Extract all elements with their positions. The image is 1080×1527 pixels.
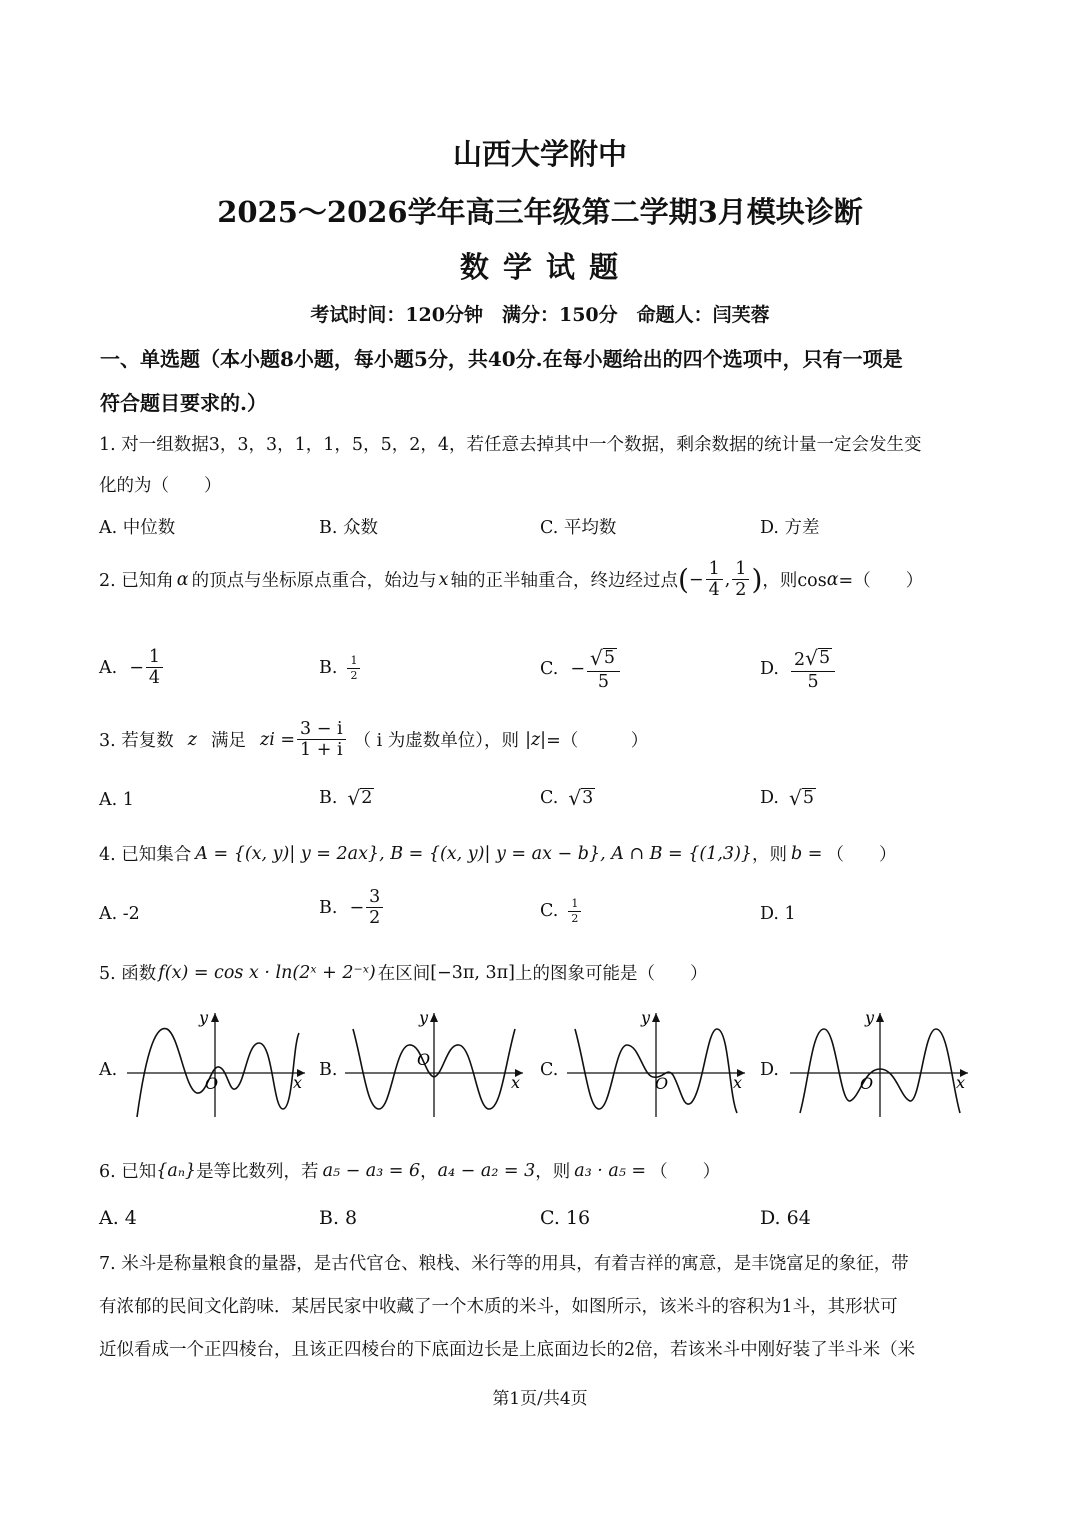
q3-b-sqrt: √ 2 [347, 786, 373, 811]
q4-post2: （ ） [826, 845, 897, 865]
subject-title: 数 学 试 题 [459, 250, 621, 284]
q7-stem-2: 有浓郁的民间文化韵味．某居民家中收藏了一个木质的米斗，如图所示，该米斗的容积为1斗，其形状可 [99, 1297, 898, 1317]
origin-label: O [205, 1074, 219, 1093]
q2-mid2: 轴的正半轴重合，终边经过点 [450, 571, 678, 592]
q2-stem [99, 560, 923, 600]
q4-c-frac [568, 898, 581, 924]
x-label: x [293, 1073, 303, 1092]
q3-d-label: D. [760, 788, 779, 809]
q2-c-num [587, 648, 620, 672]
q4-b: b = [791, 843, 823, 864]
q5-interval: [−3π, 3π] [430, 962, 515, 983]
q5-graph-a [127, 1005, 307, 1120]
q6-option-c: C. 16 [540, 1207, 591, 1229]
q3-d-rad: 5 [802, 788, 814, 808]
q3-option-b [319, 786, 374, 811]
y-axis-arrow [430, 1013, 438, 1022]
y-label: y [865, 1008, 875, 1027]
origin-label: O [417, 1050, 431, 1069]
q2-py-den: 2 [735, 580, 747, 601]
q2-alpha: α [176, 569, 189, 590]
q2-d-sqrt: √ 5 [805, 646, 831, 671]
q1-option-d: D. 方差 [760, 518, 820, 538]
q2-c-sqrt: √ 5 [590, 646, 615, 671]
q1-stem-cont: 化的为（ ） [99, 476, 222, 496]
q5-graph-b [345, 1005, 525, 1120]
q6-post2: （ ） [650, 1162, 721, 1182]
q5-pre: 5. 函数 [99, 964, 157, 984]
q2-d-den: 5 [807, 671, 819, 692]
q3-option-c [540, 786, 595, 811]
q1-stem: 1. 对一组数据3，3，3，1，1，5，5，2，4，若任意去掉其中一个数据，剩余数据的统计量一定会发生变 [99, 435, 922, 455]
q4-b-sign: − [349, 897, 365, 918]
q3-eq-den: 1 + i [300, 740, 343, 761]
y-label: y [641, 1008, 651, 1027]
q4-b-num: 3 [366, 888, 383, 908]
q4-c-label: C. [540, 901, 559, 922]
y-label: y [199, 1008, 209, 1027]
q4-option-a: A. -2 [99, 904, 140, 924]
q6-stem [99, 1158, 720, 1183]
q5-option-d-label: D. [760, 1060, 779, 1080]
q6-option-d: D. 64 [760, 1207, 811, 1229]
q3-eq-lhs: zi = [260, 729, 296, 750]
q2-post-tail: =（ ） [838, 571, 924, 592]
q2-mid: 的顶点与坐标原点重合，始边与 [191, 571, 437, 592]
q5-func: f(x) = cos x · ln(2ˣ + 2⁻ˣ) [158, 962, 376, 983]
q2-c-sign: − [570, 659, 586, 680]
q2-x: x [438, 569, 449, 590]
q3-d-sqrt: √ 5 [788, 786, 814, 811]
q3-stem [99, 720, 648, 760]
q2-post: ，则cos [762, 571, 827, 592]
q6-option-b: B. 8 [319, 1207, 358, 1229]
q4-c-den: 2 [571, 911, 579, 925]
q5-mid: 在区间 [377, 964, 431, 984]
q4-b-label: B. [319, 897, 338, 918]
q4-post: ，则 [752, 845, 788, 865]
q3-c-label: C. [540, 788, 559, 809]
q5-option-b-label: B. [319, 1060, 338, 1080]
q1-option-c: C. 平均数 [540, 518, 617, 538]
section-heading: 一、单选题（本小题8小题，每小题5分，共40分.在每小题给出的四个选项中，只有一项是 [100, 347, 903, 371]
q5-graph-d [790, 1005, 970, 1120]
q2-d-coef: 2 [793, 650, 806, 671]
exam-meta: 考试时间：120分钟 满分：150分 命题人：闫芙蓉 [310, 304, 770, 326]
q2-paren-close: ) [751, 563, 763, 597]
q3-pre: 3. 若复数 [99, 731, 174, 752]
q3-abs: |z| [525, 729, 547, 750]
q5-post: 上的图象可能是（ ） [514, 964, 708, 984]
q6-sep: ， [420, 1162, 438, 1182]
page-footer: 第1页/共4页 [492, 1389, 588, 1409]
q6-eq1: a₅ − a₃ = 6 [322, 1160, 421, 1181]
q7-stem-1: 7. 米斗是称量粮食的量器，是古代官仓、粮栈、米行等的用具，有着吉祥的寓意，是丰饶富足的象征，带 [99, 1254, 909, 1274]
q4-b-den: 2 [369, 908, 381, 929]
q2-a-frac [146, 648, 163, 688]
q2-post-alpha: α [826, 569, 839, 590]
q6-pre: 6. 已知 [99, 1162, 157, 1182]
q2-d-frac [791, 648, 835, 691]
q3-option-a: A. 1 [99, 790, 134, 810]
q4-option-b [319, 888, 385, 928]
q2-option-c [540, 648, 622, 691]
q4-sets: A = {(x, y)| y = 2ax}, B = {(x, y)| y = ax − b}, A ∩ B = {(1,3)} [195, 843, 753, 864]
q6-seq: {aₙ} [156, 1160, 197, 1181]
x-label: x [733, 1073, 743, 1092]
q2-comma: , [724, 569, 731, 590]
origin-label: O [655, 1074, 669, 1093]
q6-eq3: a₃ · a₅ = [574, 1160, 647, 1181]
q3-post: （ i 为虚数单位），则 [353, 731, 520, 752]
q2-a-den: 4 [148, 668, 161, 689]
q2-c-den: 5 [597, 671, 610, 692]
q3-post2: =（ ） [546, 731, 649, 752]
q2-pre: 2. 已知角 [99, 571, 174, 592]
q2-point-x [706, 560, 723, 600]
x-label: x [956, 1073, 966, 1092]
q2-option-b [319, 655, 362, 681]
exam-term: 2025～2026学年高三年级第二学期3月模块诊断 [217, 195, 863, 229]
q6-eq2: a₄ − a₂ = 3 [437, 1160, 536, 1181]
q2-d-label: D. [760, 659, 779, 680]
q6-option-a: A. 4 [99, 1207, 137, 1229]
q3-c-sqrt: √ 3 [568, 786, 594, 811]
q2-px-den: 4 [708, 580, 720, 601]
q3-b-label: B. [319, 788, 338, 809]
section-heading-cont: 符合题目要求的.） [100, 391, 267, 415]
q2-paren-open: ( [677, 563, 689, 597]
q4-option-d: D. 1 [760, 904, 796, 924]
q3-eq-frac [297, 720, 346, 760]
q2-b-num: 1 [347, 655, 360, 669]
q3-b-rad: 2 [361, 788, 373, 808]
x-label: x [511, 1073, 521, 1092]
q4-pre: 4. 已知集合 [99, 845, 192, 865]
y-axis-arrow [652, 1013, 660, 1022]
q2-a-sign: − [129, 657, 144, 678]
q7-stem-3: 近似看成一个正四棱台，且该正四棱台的下底面边长是上底面边长的2倍，若该米斗中刚好装了半斗米（米 [99, 1340, 916, 1360]
q2-point-y [732, 560, 749, 600]
y-axis-arrow [211, 1013, 219, 1022]
q2-d-rad: 5 [818, 648, 831, 668]
q2-option-d [760, 648, 837, 691]
q2-b-frac [347, 655, 360, 681]
q1-option-a: A. 中位数 [99, 518, 176, 538]
q2-d-num [791, 648, 835, 672]
q5-option-c-label: C. [540, 1060, 559, 1080]
q3-eq-num: 3 − i [297, 720, 346, 740]
q1-option-b: B. 众数 [319, 518, 378, 538]
q3-c-rad: 3 [582, 788, 594, 808]
q2-a-label: A. [99, 657, 118, 678]
q2-c-label: C. [540, 659, 559, 680]
q6-mid: 是等比数列，若 [196, 1162, 319, 1182]
q3-option-d [760, 786, 816, 811]
q2-px-num: 1 [706, 560, 723, 580]
y-label: y [419, 1008, 429, 1027]
q5-option-a-label: A. [99, 1060, 118, 1080]
q4-c-num: 1 [568, 898, 581, 912]
q2-b-den: 2 [350, 668, 358, 682]
q4-option-c [540, 898, 583, 924]
q2-b-label: B. [319, 658, 338, 679]
q5-stem [99, 960, 707, 985]
y-axis-arrow [876, 1013, 884, 1022]
q5-graph-c [567, 1005, 747, 1120]
q2-c-rad: 5 [603, 648, 615, 668]
q2-py-num: 1 [732, 560, 749, 580]
q2-c-frac [587, 648, 620, 691]
q2-option-a [99, 648, 165, 688]
origin-label: O [860, 1074, 874, 1093]
q2-a-num: 1 [146, 648, 163, 668]
q4-b-frac [366, 888, 383, 928]
school-name: 山西大学附中 [452, 137, 627, 171]
q3-z: z [187, 729, 197, 750]
q3-mid: 满足 [211, 731, 246, 752]
q4-stem [99, 841, 896, 866]
q2-minus: − [688, 569, 704, 590]
q6-post: ，则 [535, 1162, 571, 1182]
